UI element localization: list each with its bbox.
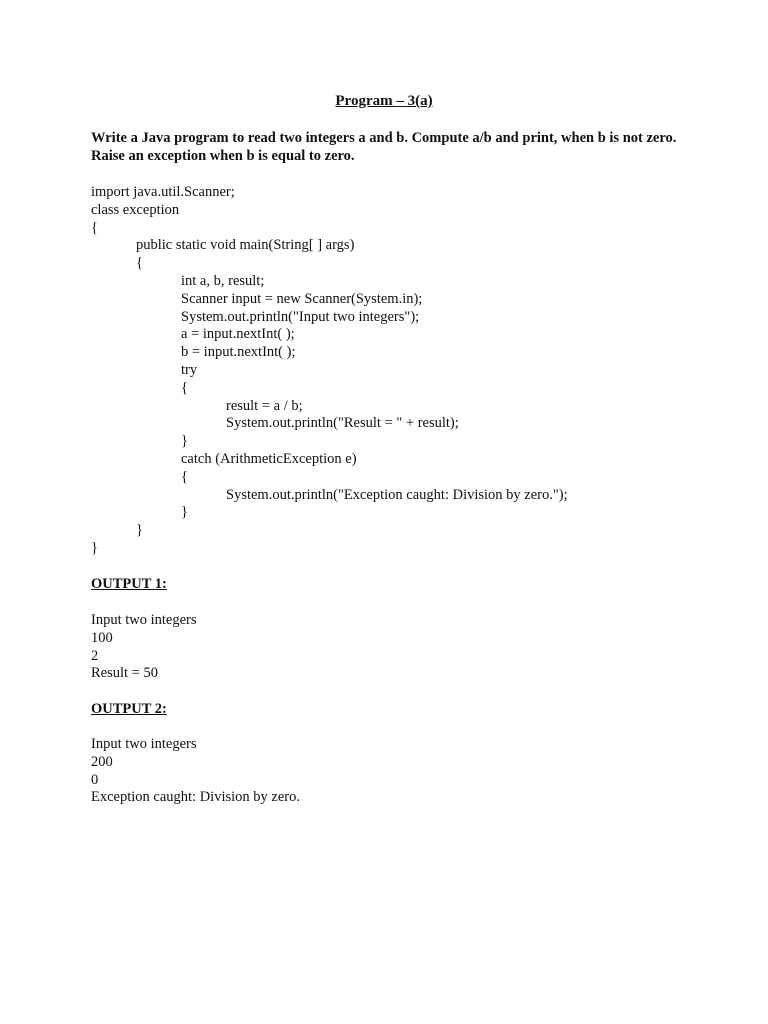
code-line: System.out.println("Input two integers"); [181,308,420,325]
question-text: Write a Java program to read two integers a and b. Compute a/b and print, when b is not zero. Raise an exception when b is equal to zero. [91,130,677,164]
output-1-block [91,612,197,683]
code-line: { [136,255,143,272]
code-line: catch (ArithmeticException e) [181,450,357,467]
output-2-heading: OUTPUT 2: [91,701,167,717]
output-line: 100 [91,629,113,646]
code-line: System.out.println("Exception caught: Division by zero."); [226,486,568,503]
output-line: Input two integers [91,612,197,628]
code-line: } [181,433,188,450]
output-line: Exception caught: Division by zero. [91,789,300,806]
code-line: a = input.nextInt( ); [181,326,295,343]
code-line: } [91,539,98,556]
code-line: try [181,361,198,378]
code-line: class exception [91,201,180,218]
code-line: b = input.nextInt( ); [181,344,296,361]
code-line: public static void main(String[ ] args) [136,237,355,254]
code-line: { [181,468,188,485]
output-line: Result = 50 [91,665,158,682]
output-line: 2 [91,647,99,664]
code-line: System.out.println("Result = " + result); [226,415,459,432]
output-line: 200 [91,753,113,770]
code-line: { [181,379,188,396]
code-block [91,184,568,558]
code-line: } [136,522,143,539]
code-line: Scanner input = new Scanner(System.in); [181,290,423,307]
code-line: } [181,504,188,521]
output-line: Input two integers [91,736,197,752]
code-line: int a, b, result; [181,272,265,289]
output-line: 0 [91,771,99,788]
code-line: result = a / b; [226,397,303,414]
code-line: { [91,219,98,236]
code-line: import java.util.Scanner; [91,184,235,200]
page-title: Program – 3(a) [335,93,433,109]
output-1-heading: OUTPUT 1: [91,576,167,592]
output-2-block [91,736,300,807]
